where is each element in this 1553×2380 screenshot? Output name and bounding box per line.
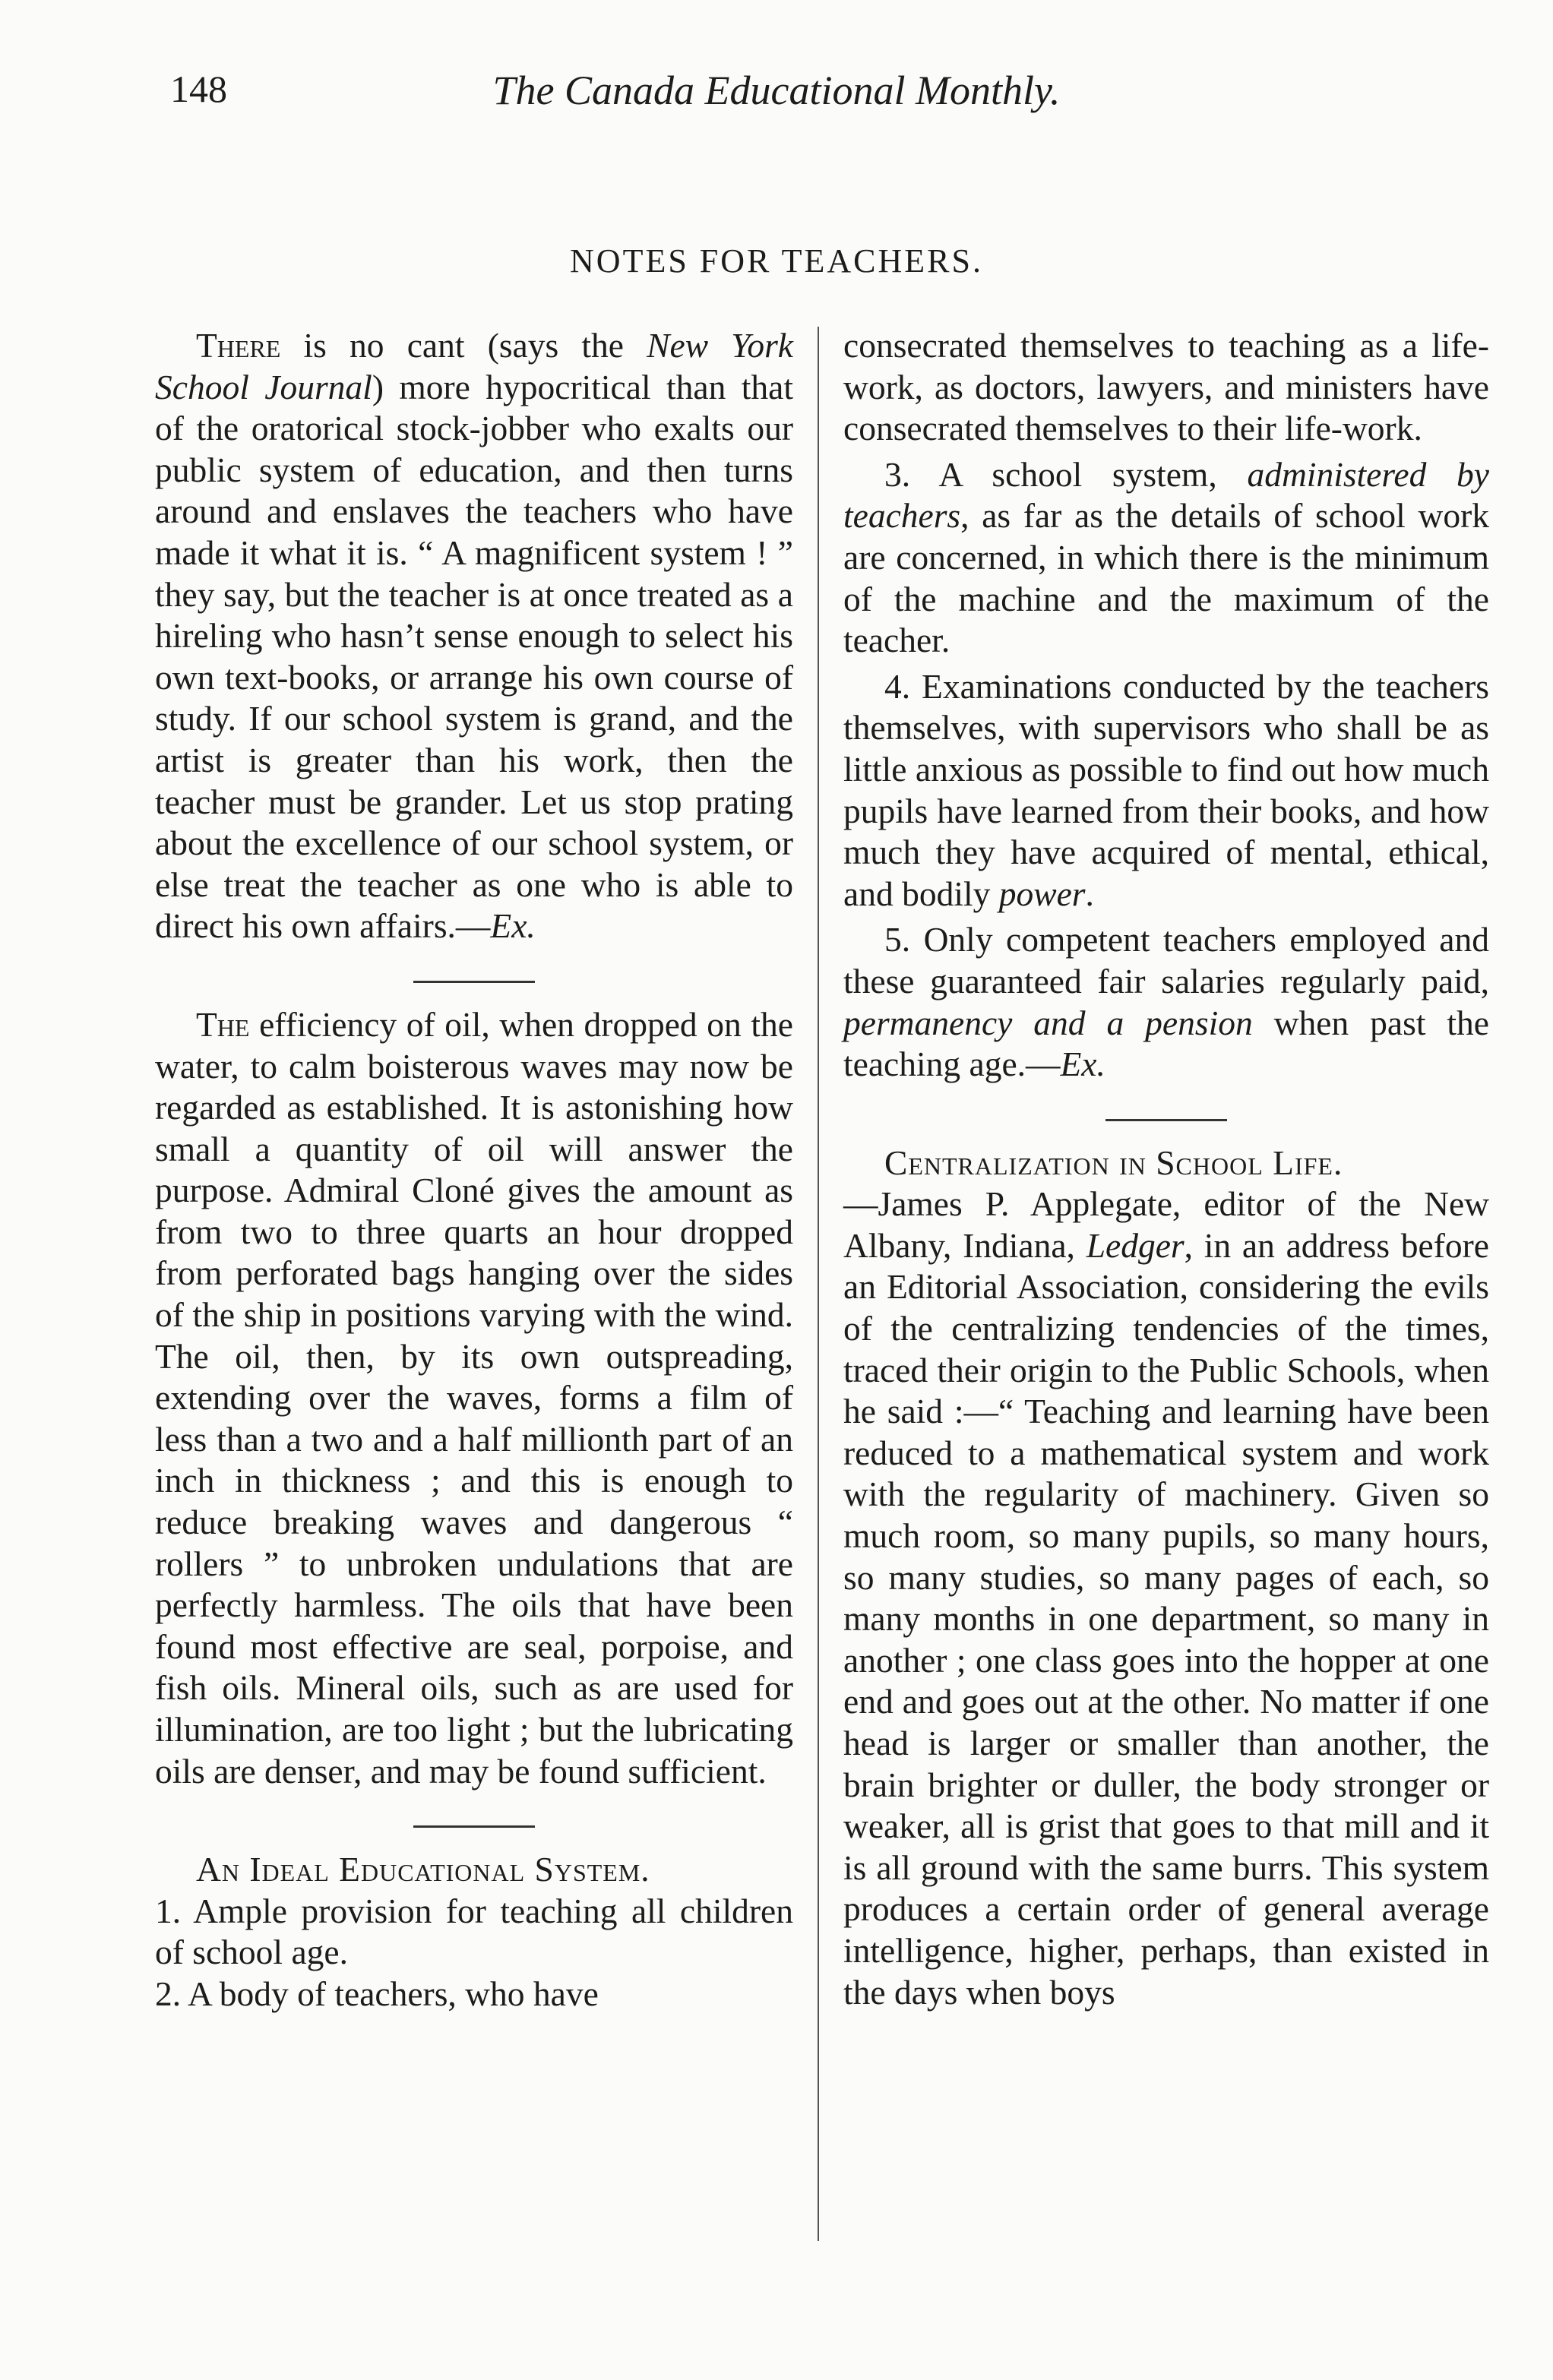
column-rule bbox=[818, 327, 819, 2241]
list-item-3: 3. A school system, administered by teachers, as far as the details of school work are concerned, in which there is the minimum of the machine and the maximum of the teacher. bbox=[843, 454, 1490, 660]
ideal-system-heading: An Ideal Educational System. bbox=[196, 1850, 650, 1889]
paragraph-lead: The bbox=[196, 1004, 250, 1044]
ledger-name: Ledger bbox=[1086, 1225, 1185, 1265]
section-divider bbox=[413, 1825, 535, 1828]
list-item-2: 2. A body of teachers, who have bbox=[155, 1974, 599, 2013]
paragraph-new-york-journal: There is no cant (says the New York School Journal) more hypocritical than that of the oratorical stock-jobber who exalts our public system of education, and then turns around and enslaves the teachers who have made it what it is. “ A magnificent system ! ” they say, but the teacher is at once treated as a hireling who hasn’t sense enough to select his own text-books, or arrange his own course of study. If our school system is grand, and the artist is greater than his work, then the teacher must be grander. Let us stop prating about the excellence of our school system, or else treat the teacher as one who is able to direct his own affairs.—Ex. bbox=[155, 326, 794, 946]
list-item-5: 5. Only competent teachers employed and these guaranteed fair salaries regularly paid, permanency and a pension when past the teaching age.—Ex. bbox=[843, 920, 1490, 1084]
paragraph-lead: There bbox=[196, 326, 281, 365]
running-title: The Canada Educational Monthly. bbox=[492, 68, 1061, 113]
list-item-1: 1. Ample provision for teaching all children of school age. bbox=[155, 1891, 793, 1972]
section-divider bbox=[413, 981, 535, 983]
journal-name: New York School Journal bbox=[155, 326, 794, 406]
list-item-4: 4. Examinations conducted by the teachers themselves, with supervisors who shall be as little anxious as possible to find out how much pupils have learned from their books, and how much they have acquired of mental, ethical, and bodily power. bbox=[843, 666, 1489, 913]
page-number: 148 bbox=[170, 68, 227, 110]
paragraph-centralization: —James P. Applegate, editor of the New Albany, Indiana, Ledger, in an address before an Editorial Association, considering the evils of the centralizing tendencies of the times, traced their origin to the Public Schools, when he said :—“ Teaching and learning have been reduced to a mathematical system and work with the regularity of machinery. Given so much room, so many pupils, so many hours, so many studies, so many pages of each, so many months in one department, so many in another ; one class goes into the hopper at one end and goes out at the other. No matter if one head is larger or smaller than another, the brain brighter or duller, the body stronger or weaker, all is grist that goes to that mill and it is all ground with the same burrs. This system produces a certain order of general average intelligence, higher, perhaps, than existed in the days when boys bbox=[843, 1184, 1489, 2012]
page-header bbox=[0, 67, 1553, 128]
paragraph-oil-waves: The efficiency of oil, when dropped on the water, to calm boisterous waves may now be regarded as established. It is astonishing how small a quantity of oil will answer the purpose. Admiral Cloné gives the amount as from two to three quarts an hour dropped from perforated bags hanging over the sides of the ship in positions varying with the wind. The oil, then, by its own outspreading, extending over the waves, forms a film of less than a two and a half millionth part of an inch in thickness ; and this is enough to reduce breaking waves and dangerous “ rollers ” to unbroken undulations that are perfectly harmless. The oils that have been found most effective are seal, porpoise, and fish oils. Mineral oils, such as are used for illumination, are too light ; but the lubricating oils are denser, and may be found sufficient. bbox=[155, 1004, 793, 1791]
centralization-heading: Centralization in School Life. bbox=[884, 1143, 1343, 1182]
section-title: NOTES FOR TEACHERS. bbox=[570, 242, 983, 280]
list-item-2-continued: consecrated themselves to teaching as a life-work, as doctors, lawyers, and ministers have consecrated themselves to their life-work. bbox=[843, 326, 1489, 448]
left-column bbox=[155, 325, 793, 2015]
source-ex: Ex. bbox=[1060, 1045, 1105, 1084]
section-divider bbox=[1105, 1119, 1227, 1121]
source-ex: Ex. bbox=[490, 906, 536, 946]
right-column bbox=[843, 325, 1489, 2013]
